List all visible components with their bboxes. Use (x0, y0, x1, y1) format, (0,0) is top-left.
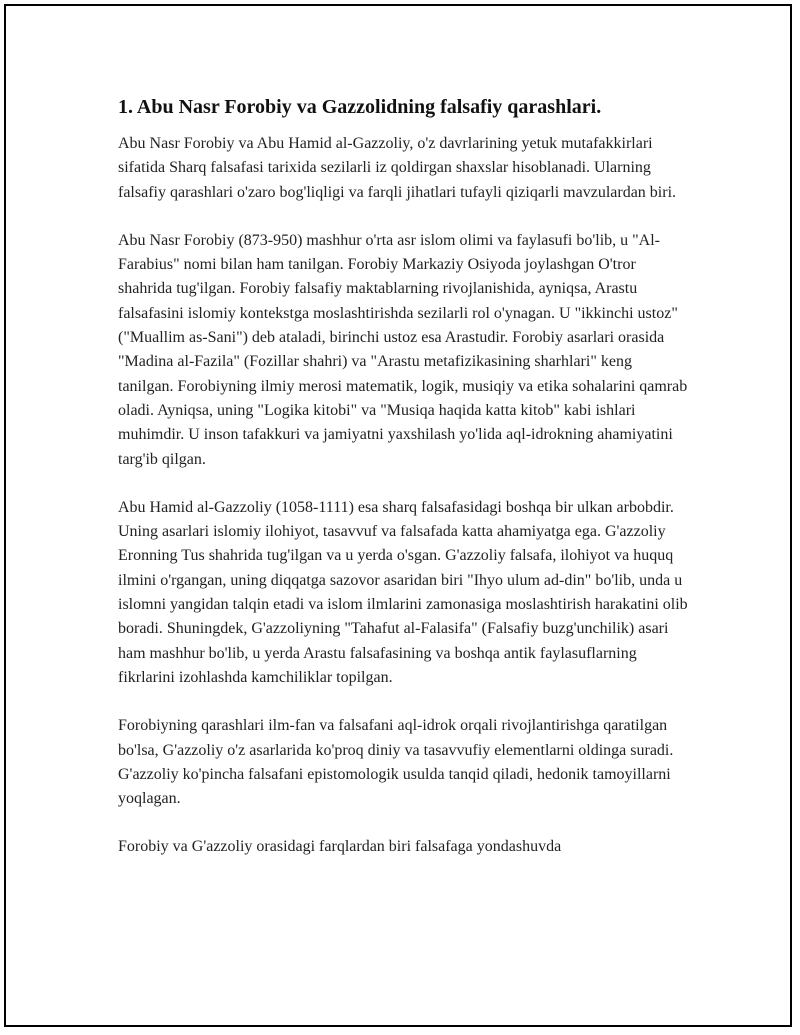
document-body (118, 94, 690, 884)
paragraph-forobiy: Abu Nasr Forobiy (873-950) mashhur o'rta asr islom olimi va faylasufi bo'lib, u "Al-Farabius" nomi bilan ham tanilgan. Forobiy Markaziy Osiyoda joylashgan O'tror shahrida tug'ilgan. Forobiy falsafiy maktablarning rivojlanishida, ayniqsa, Arastu falsafasini islomiy kontekstga moslashtirishda sezilarli rol o'ynagan. U "ikkinchi ustoz" ("Muallim as-Sani") deb ataladi, birinchi ustoz esa Arastudir. Forobiy asarlari orasida "Madina al-Fazila" (Fozillar shahri) va "Arastu metafizikasining sharhlari" keng tanilgan. Forobiyning ilmiy merosi matematik, logik, musiqiy va etika sohalarini qamrab oladi. Ayniqsa, uning "Logika kitobi" va "Musiqa haqida katta kitob" kabi ishlari muhimdir. U inson tafakkuri va jamiyatni yaxshilash yo'lida aql-idrokning ahamiyatini targ'ib qilgan. (118, 231, 688, 468)
paragraph-comparison: Forobiyning qarashlari ilm-fan va falsafani aql-idrok orqali rivojlantirishga qaratilgan bo'lsa, G'azzoliy o'z asarlarida ko'proq diniy va tasavvufiy elementlarni oldinga suradi. G'azzoliy ko'pincha falsafani epistomologik usulda tanqid qiladi, hedonik tamoyillarni yoqlagan. (118, 717, 674, 808)
paragraph-intro: Abu Nasr Forobiy va Abu Hamid al-Gazzoliy, o'z davrlarining yetuk mutafakkirlari sifatida Sharq falsafasi tarixida sezilarli iz qoldirgan shaxslar hisoblanadi. Ularning falsafiy qarashlari o'zaro bog'liqligi va farqli jihatlari tufayli qiziqarli mavzulardan biri. (118, 135, 677, 201)
paragraph-differences: Forobiy va G'azzoliy orasidagi farqlardan biri falsafaga yondashuvda (118, 838, 562, 856)
paragraph-gazzoliy: Abu Hamid al-Gazzoliy (1058-1111) esa sharq falsafasidagi boshqa bir ulkan arbobdir. Uning asarlari islomiy ilohiyot, tasavvuf va falsafada katta ahamiyatga ega. G'azzoliy Eronning Tus shahrida tug'ilgan va u yerda o'sgan. G'azzoliy falsafa, ilohiyot va huquq ilmini o'rgangan, uning diqqatga sazovor asaridan biri "Ihyo ulum ad-din" bo'lib, unda u islomni yangidan talqin etadi va islom ilmlarini zamonasiga moslashtirish harakatini olib boradi. Shuningdek, G'azzoliyning "Tahafut al-Falasifa" (Falsafiy buzg'unchilik) asari ham mashhur bo'lib, u yerda Arastu falsafasining va boshqa antik faylasuflarning fikrlarini izohlashda kamchiliklar topilgan. (118, 498, 688, 686)
document-title: 1. Abu Nasr Forobiy va Gazzolidning falsafiy qarashlari. (118, 96, 602, 118)
